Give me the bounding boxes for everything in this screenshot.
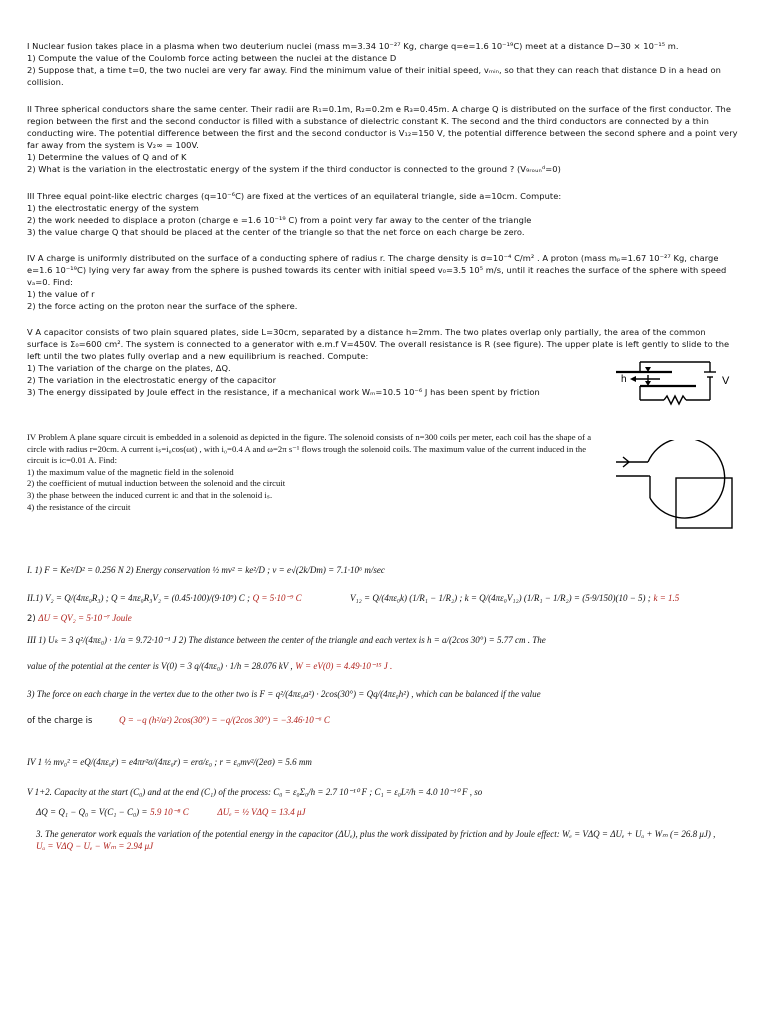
problem-6-q4: 4) the resistance of the circuit <box>27 501 131 512</box>
problem-6-text: IV Problem A plane square circuit is embedded in a solenoid as depicted in the figure. The solenoid consists of n=300 coils per meter, each coil has the shape of a circle with radius r=20cm. A current iₛ=i₀cos(ωt) , with i₀=0.4 A and ω=2π s⁻¹ flows trough the solenoid coils. The maximum value of the current induced in the circuit is iᴄ=0.01 A. Find: <box>27 432 592 466</box>
solution-4 <box>27 756 312 768</box>
solution-5a-text: V 1+2. Capacity at the start (C₀) and at the end (C₁) of the process: C₀ = ε₀Σ₀/h = 2.7 10⁻¹⁰ F ; C₁ = ε₀L²/h = 4.0 10⁻¹⁰ F , so <box>27 787 483 797</box>
solution-5b-result-energy: ΔUₑ = ½ VΔQ = 13.4 μJ <box>217 807 306 817</box>
solution-3d-result: Q = −q (h²/a²) 2cos(30°) = −q/(2cos 30°) = −3.46·10⁻⁶ C <box>118 715 330 725</box>
problem-2-q2: 2) What is the variation in the electrostatic energy of the system if the third conductor is connected to the ground ? (V₉ᵣₒᵤₙᵈ=0) <box>27 164 561 175</box>
solution-2b-text: V₁₂ = Q/(4πε₀k) (1/R₁ − 1/R₂) ; k = Q/(4πε₀V₁₂) (1/R₁ − 1/R₂) = (5·9/150)(10 − 5) ; <box>350 593 651 603</box>
figure-h-label: h <box>621 374 627 385</box>
solution-2a-result: Q = 5·10⁻⁹ C <box>252 593 302 603</box>
solution-3a-text: III 1) Uₖ = 3 q²/(4πε₀) · 1/a = 9.72·10⁻¹ J 2) The distance between the center of the triangle and each vertex is h = a/(2cos 30°) = 5.77 cm . The <box>27 635 546 645</box>
solution-2c <box>27 612 132 624</box>
problem-1 <box>27 40 739 88</box>
solution-3d <box>27 714 330 726</box>
solution-5c-text: 3. The generator work equals the variation of the potential energy in the capacitor (ΔUₑ), plus the work dissipated by friction and by Joule effect: Wₑ = VΔQ = ΔUₑ + Uₐ + Wₘ (= 26.8 μJ) , <box>36 829 716 839</box>
problem-3-q3: 3) the value charge Q that should be placed at the center of the triangle so that the net force on each charge be zero. <box>27 227 525 238</box>
problem-4-q1: 1) the value of r <box>27 289 95 300</box>
solution-4-text: IV 1 ½ mv₀² = eQ/(4πε₀r) = e4πr²σ/(4πε₀r) = erσ/ε₀ ; r = ε₀mv²/(2eσ) = 5.6 mm <box>27 757 312 767</box>
solenoid-circuit-figure <box>614 440 750 536</box>
solution-5c <box>36 828 726 852</box>
problem-3-text: III Three equal point-like electric charges (q=10⁻⁶C) are fixed at the vertices of an equilateral triangle, side a=10cm. Compute: <box>27 191 562 201</box>
solution-2c-result: ΔU = QV₂ = 5·10⁻⁷ Joule <box>38 613 132 623</box>
problem-5-text: V A capacitor consists of two plain squared plates, side L=30cm, separated by a distance h=2mm. The two plates overlap only partially, the area of the common surface is Σ₀=600 cm². The system is connected to a generator with e.m.f V=450V. The overall resistance is R (see figure). The upper plate is left gently to slide to the left until the two plates fully overlap and a new equilibrium is reached. Compute: <box>27 327 730 362</box>
solution-2c-label: 2) <box>27 613 36 623</box>
problem-5-q3: 3) The energy dissipated by Joule effect in the resistance, if a mechanical work Wₘ=10.5 10⁻⁶ J has been spent by friction <box>27 387 540 398</box>
solution-3c <box>27 688 541 700</box>
problem-6-q3: 3) the phase between the induced current iᴄ and that in the solenoid iₛ. <box>27 489 273 500</box>
problem-4-text: IV A charge is uniformly distributed on the surface of a conducting sphere of radius r. The charge density is σ=10⁻⁴ C/m² . A proton (mass mₚ=1.67 10⁻²⁷ Kg, charge e=1.6 10⁻¹⁹C) lying very far away from the sphere is pushed towards its center with initial speed v₀=3.5 10⁵ m/s, until it reaches the surface of the sphere with speed vₐ=0. Find: <box>27 253 727 288</box>
solution-3b-text: value of the potential at the center is V(0) = 3 q/(4πε₀) · 1/h = 28.076 kV , <box>27 661 293 671</box>
problem-5-q2: 2) The variation in the electrostatic energy of the capacitor <box>27 375 277 386</box>
solution-3b-result: W = eV(0) = 4.49·10⁻¹⁵ J . <box>295 661 393 671</box>
solution-5b-text: ΔQ = Q₁ − Q₀ = V(C₁ − C₀) = <box>36 807 148 817</box>
solution-5b-result-charge: 5.9 10⁻⁸ C <box>150 807 189 817</box>
solution-2b-result: k = 1.5 <box>653 593 680 603</box>
problem-3-q1: 1) the electrostatic energy of the system <box>27 203 199 214</box>
problem-3 <box>27 190 739 238</box>
solution-5b <box>36 806 306 818</box>
problem-2-q1: 1) Determine the values of Q and of K <box>27 152 187 163</box>
problem-3-q2: 2) the work needed to displace a proton (charge e =1.6 10⁻¹⁹ C) from a point very far away to the center of the triangle <box>27 215 532 226</box>
problem-4-q2: 2) the force acting on the proton near the surface of the sphere. <box>27 301 298 312</box>
solution-3b <box>27 660 392 672</box>
problem-1-text: I Nuclear fusion takes place in a plasma when two deuterium nuclei (mass m=3.34 10⁻²⁷ Kg, charge q=e=1.6 10⁻¹⁹C) meet at a distance D~30 × 10⁻¹⁵ m. <box>27 41 679 51</box>
problem-1-q1: 1) Compute the value of the Coulomb force acting between the nuclei at the distance D <box>27 53 397 64</box>
problem-4 <box>27 252 739 312</box>
problem-5-q1: 1) The variation of the charge on the plates, ΔQ. <box>27 363 231 374</box>
solution-2a-text: II.1) V₂ = Q/(4πε₀R₃) ; Q = 4πε₀R₃V₂ = (0.45·100)/(9·10⁹) C ; <box>27 593 250 603</box>
problem-6-q2: 2) the coefficient of mutual induction between the solenoid and the circuit <box>27 478 286 489</box>
solution-2a <box>27 592 302 604</box>
problem-2-text: II Three spherical conductors share the same center. Their radii are R₁=0.1m, R₂=0.2m e R₃=0.45m. A charge Q is distributed on the surface of the first conductor. The region between the first and the second conductor is filled with a substance of dielectric constant K. The second and the third conductors are connected by a thin conducting wire. The potential difference between the first and the second conductor is V₁₂=150 V, the potential difference between the second sphere and a point very far away from the system is V₂∞ = 100V. <box>27 104 738 151</box>
solution-1 <box>27 564 385 576</box>
solution-2b <box>350 592 679 604</box>
solution-3d-text: of the charge is <box>27 715 93 725</box>
solution-5c-result: Uₐ = VΔQ − Uₑ − Wₘ = 2.94 μJ <box>36 841 154 851</box>
capacitor-circuit-figure <box>612 358 752 414</box>
problem-6-q1: 1) the maximum value of the magnetic field in the solenoid <box>27 466 234 477</box>
solution-1-text: I. 1) F = Ke²/D² = 0.256 N 2) Energy conservation ½ mv² = ke²/D ; v = e√(2k/Dm) = 7.1·10⁶ m/sec <box>27 565 385 575</box>
problem-1-q2: 2) Suppose that, a time t=0, the two nuclei are very far away. Find the minimum value of their initial speed, vₘᵢₙ, so that they can reach that distance D in a head on collision. <box>27 65 721 88</box>
solution-3c-text: 3) The force on each charge in the vertex due to the other two is F = q²/(4πε₀a²) · 2cos(30°) = Qq/(4πε₀h²) , which can be balanced if the value <box>27 689 541 699</box>
problem-6 <box>27 432 593 513</box>
figure-v-label: V <box>722 375 730 387</box>
problem-2 <box>27 103 739 176</box>
solution-5a <box>27 786 482 798</box>
solution-3a <box>27 634 546 646</box>
